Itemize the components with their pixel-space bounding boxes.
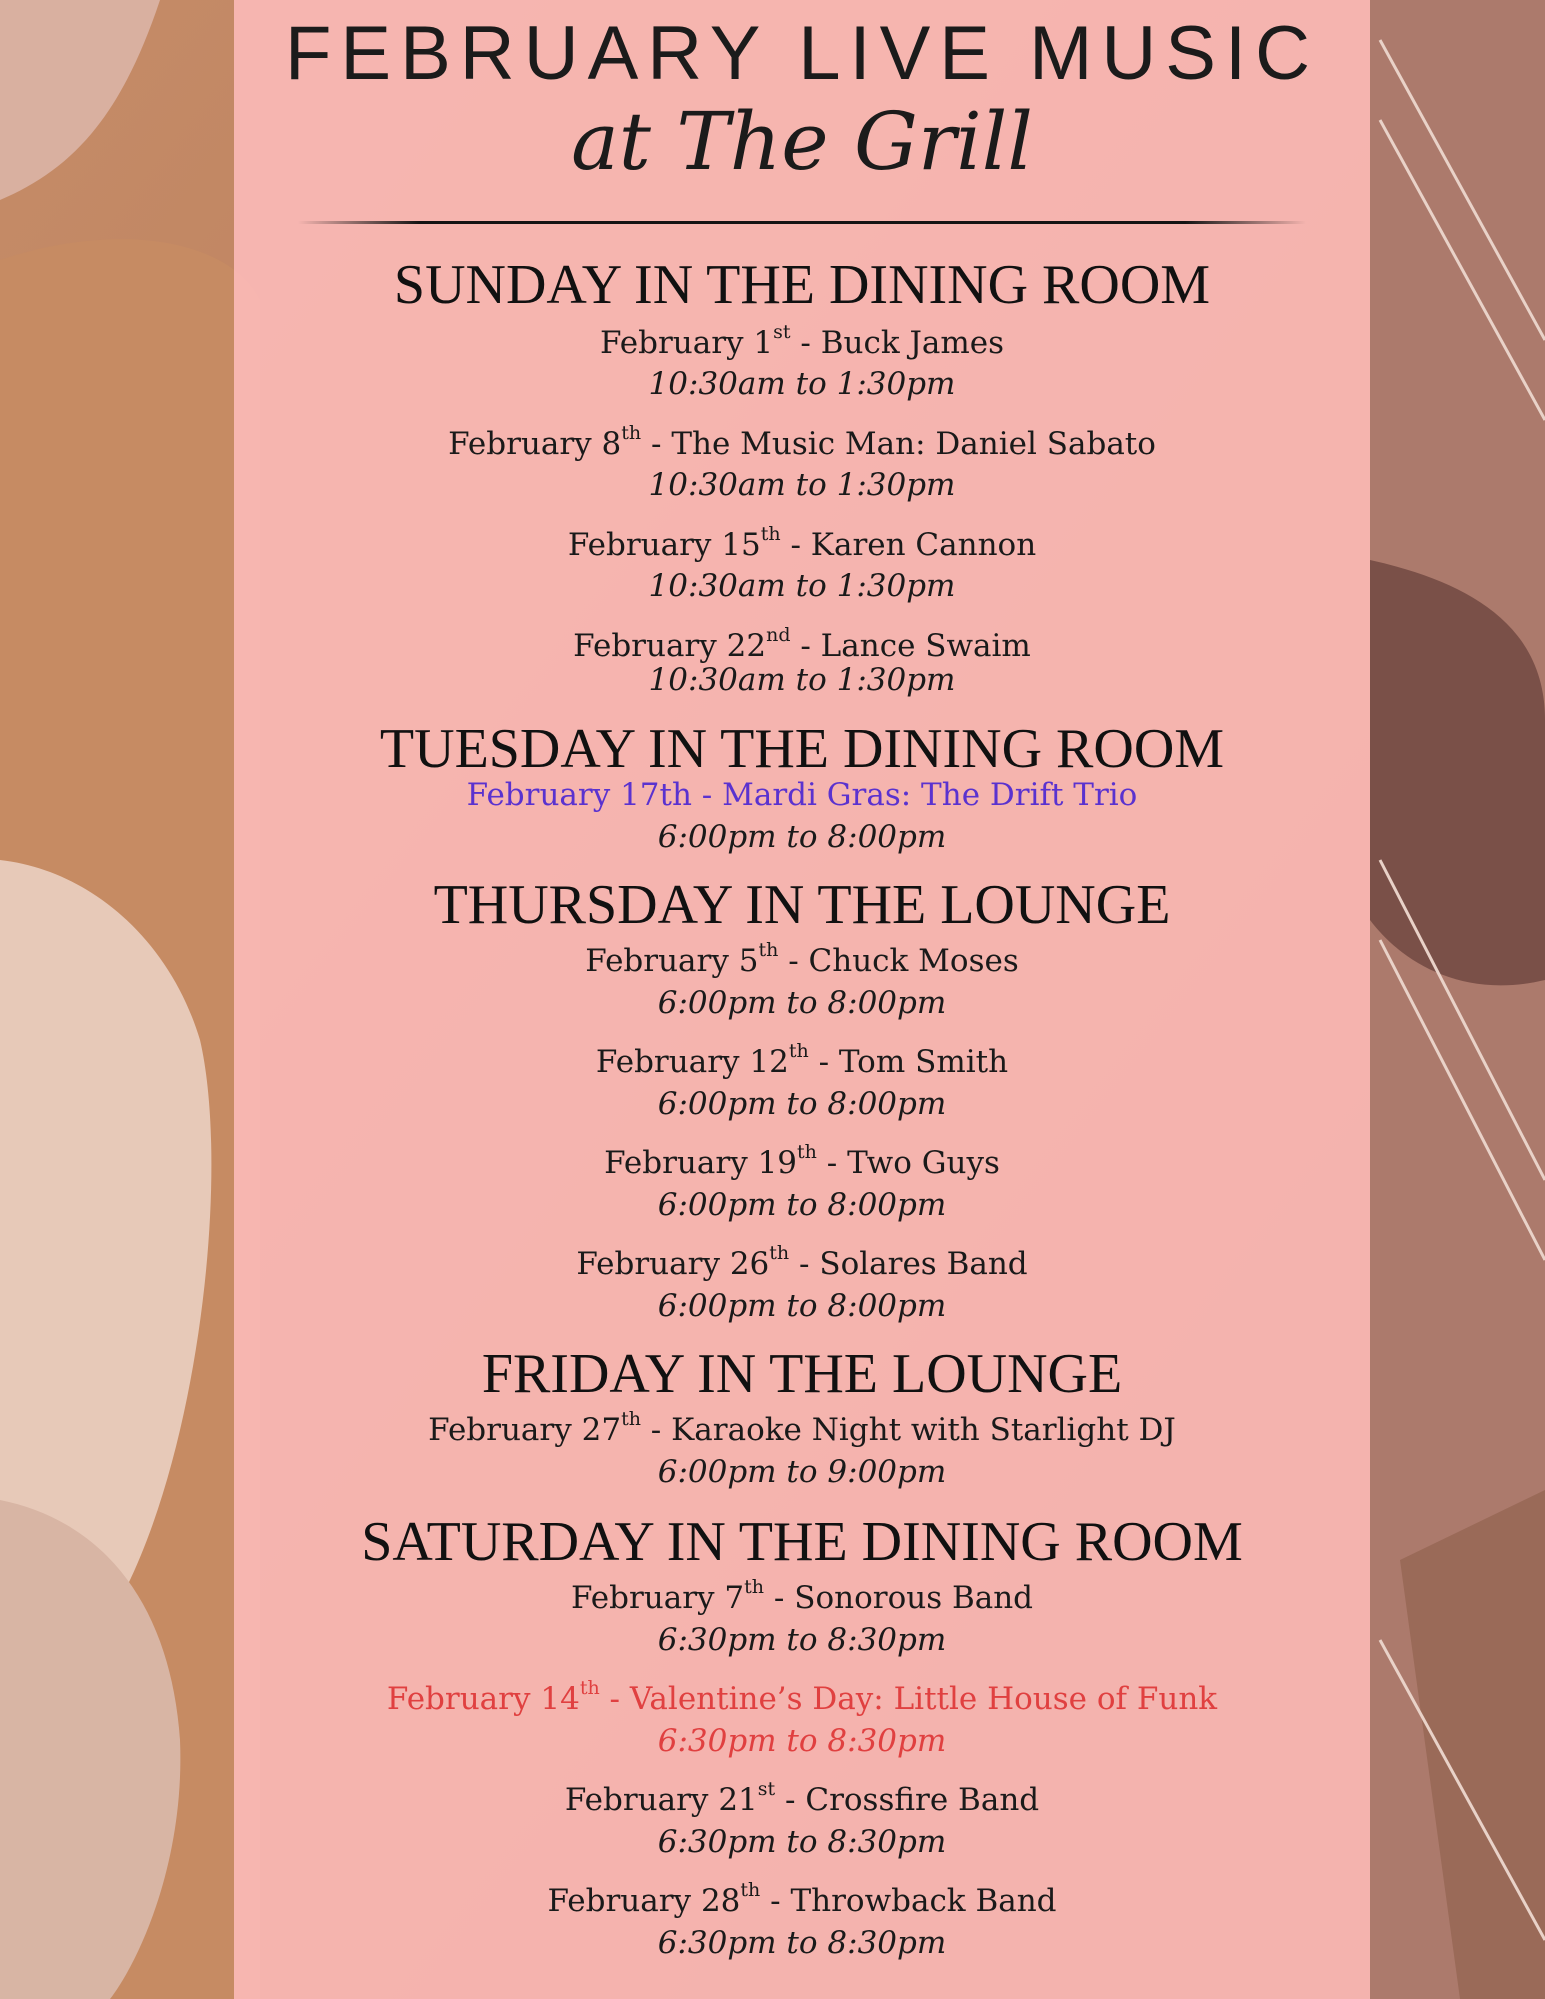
event-line: February 21st - Crossfire Band: [564, 1777, 1040, 1818]
event-line: February 19th - Two Guys: [604, 1140, 1000, 1181]
event-time: 6:30pm to 8:30pm: [657, 1925, 947, 1961]
event-line-mardi-gras: February 17th - Mardi Gras: The Drift Trio: [466, 777, 1138, 813]
event-line: February 22nd - Lance Swaim: [573, 623, 1031, 664]
event-time: 6:00pm to 8:00pm: [657, 1086, 947, 1122]
page-title: FEBRUARY LIVE MUSIC: [285, 11, 1319, 96]
event-line: February 5th - Chuck Moses: [585, 938, 1019, 979]
section-heading-sunday: SUNDAY IN THE DINING ROOM: [393, 254, 1211, 316]
event-time: 10:30am to 1:30pm: [648, 568, 956, 604]
event-line: February 27th - Karaoke Night with Starlight DJ: [428, 1407, 1176, 1448]
event-time: 6:00pm to 8:00pm: [657, 1187, 947, 1223]
event-line: February 12th - Tom Smith: [595, 1039, 1009, 1080]
schedule-content: [234, 0, 1370, 1999]
event-time: 6:30pm to 8:30pm: [657, 1824, 947, 1860]
event-time: 6:00pm to 8:00pm: [657, 819, 947, 855]
section-heading-saturday: SATURDAY IN THE DINING ROOM: [361, 1511, 1243, 1573]
event-time: 6:00pm to 8:00pm: [657, 985, 947, 1021]
event-time: 10:30am to 1:30pm: [648, 366, 956, 402]
event-line-valentines: February 14th - Valentine’s Day: Little House of Funk: [386, 1676, 1218, 1717]
event-time: 6:00pm to 8:00pm: [657, 1288, 947, 1324]
section-heading-thursday: THURSDAY IN THE LOUNGE: [433, 874, 1171, 936]
event-line: February 26th - Solares Band: [576, 1241, 1028, 1282]
event-time: 10:30am to 1:30pm: [648, 662, 956, 698]
event-line: February 8th - The Music Man: Daniel Sabato: [448, 421, 1156, 462]
event-line: February 1st - Buck James: [599, 320, 1005, 361]
event-time: 6:00pm to 9:00pm: [657, 1454, 947, 1490]
section-heading-tuesday: TUESDAY IN THE DINING ROOM: [379, 718, 1225, 780]
event-line: February 15th - Karen Cannon: [567, 522, 1037, 563]
event-time: 6:30pm to 8:30pm: [657, 1723, 947, 1759]
event-line: February 28th - Throwback Band: [547, 1878, 1057, 1919]
title-divider: [298, 221, 1306, 224]
event-line: February 7th - Sonorous Band: [570, 1575, 1034, 1616]
section-heading-friday: FRIDAY IN THE LOUNGE: [481, 1343, 1123, 1405]
page-subtitle: at The Grill: [571, 95, 1033, 188]
event-time: 10:30am to 1:30pm: [648, 467, 956, 503]
event-time: 6:30pm to 8:30pm: [657, 1622, 947, 1658]
